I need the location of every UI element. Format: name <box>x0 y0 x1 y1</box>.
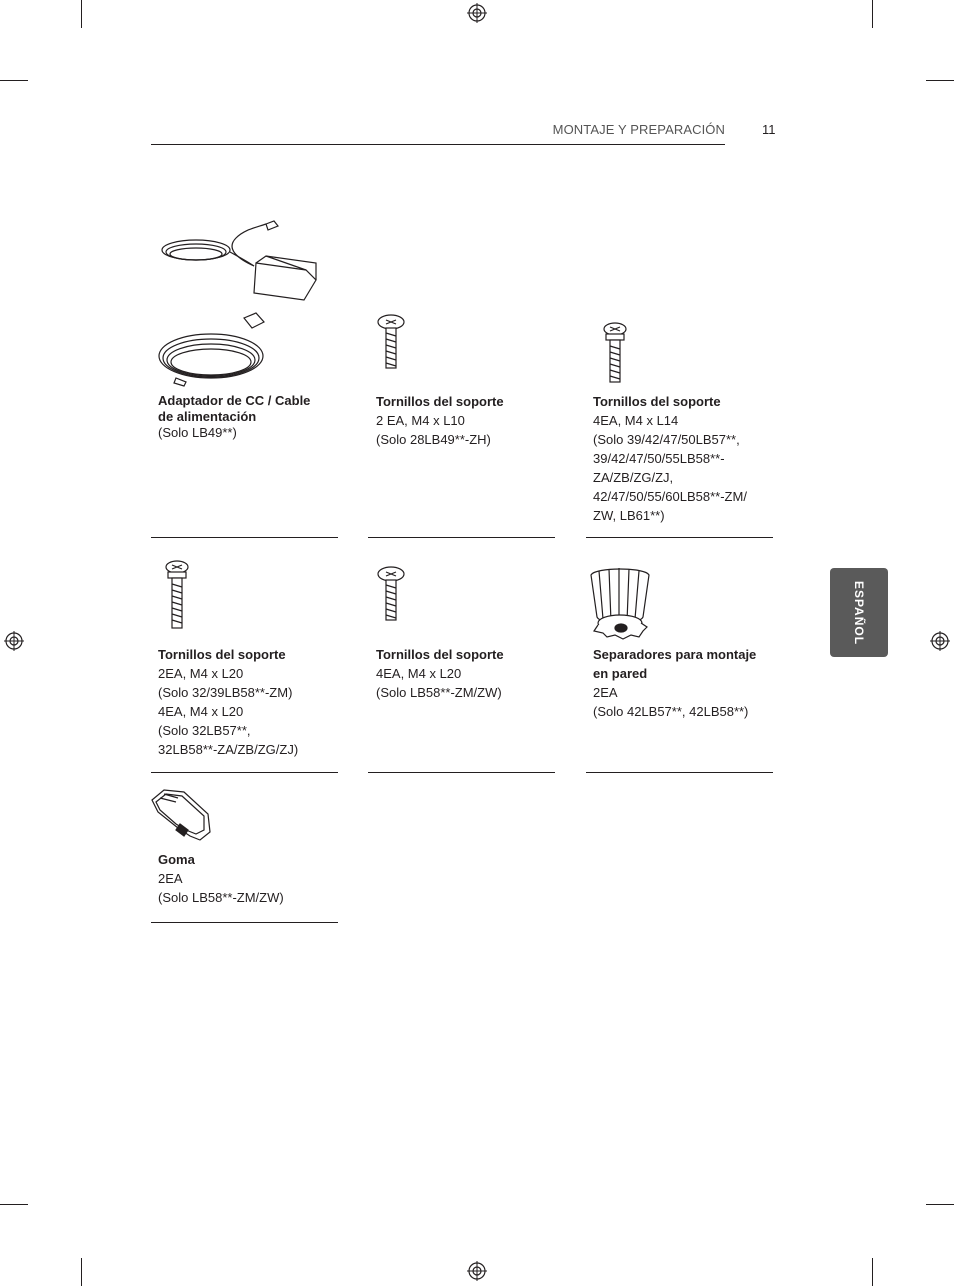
language-tab <box>830 568 888 657</box>
crop-mark <box>81 1258 82 1286</box>
item-detail: (Solo 28LB49**-ZH) <box>376 432 491 447</box>
item-title: Tornillos del soporte <box>376 394 504 409</box>
power-adapter-cable-icon <box>156 218 324 388</box>
item-detail: 4EA, M4 x L20 <box>376 666 462 681</box>
crop-mark <box>926 80 954 81</box>
item-detail: 4EA, M4 x L14 <box>593 413 679 428</box>
registration-mark-icon <box>467 1261 487 1281</box>
registration-mark-icon <box>930 631 950 651</box>
item-detail: ZW, LB61**) <box>593 508 665 523</box>
crop-mark <box>0 1204 28 1205</box>
item-detail: 2EA <box>593 685 618 700</box>
item-title: Tornillos del soporte <box>593 394 721 409</box>
crop-mark <box>872 0 873 28</box>
item-detail: (Solo LB58**-ZM/ZW) <box>158 890 284 905</box>
item-detail: 39/42/47/50/55LB58**- <box>593 451 725 466</box>
page-number: 11 <box>762 122 776 137</box>
wall-mount-spacer-icon <box>585 565 655 640</box>
item-detail: (Solo 39/42/47/50LB57**, <box>593 432 740 447</box>
item-detail: 4EA, M4 x L20 <box>158 704 244 719</box>
item-divider <box>151 537 338 538</box>
item-detail: 2EA <box>158 871 183 886</box>
item-title: Tornillos del soporte <box>158 647 286 662</box>
item-card <box>376 392 551 449</box>
item-card <box>593 645 771 721</box>
item-detail: (Solo LB58**-ZM/ZW) <box>376 685 502 700</box>
rubber-pad-icon <box>150 788 212 844</box>
header-divider <box>151 144 725 145</box>
item-divider <box>368 772 555 773</box>
crop-mark <box>872 1258 873 1286</box>
item-detail: (Solo 32/39LB58**-ZM) <box>158 685 293 700</box>
language-tab-label: ESPAÑOL <box>852 580 866 645</box>
long-screw-icon <box>163 560 191 630</box>
item-detail: 2 EA, M4 x L10 <box>376 413 465 428</box>
screw-icon <box>377 565 407 623</box>
item-detail: ZA/ZB/ZG/ZJ, <box>593 470 674 485</box>
item-card <box>376 645 551 702</box>
item-divider <box>586 772 773 773</box>
item-detail: (Solo LB49**) <box>158 425 237 440</box>
item-detail: 2EA, M4 x L20 <box>158 666 244 681</box>
item-detail: 42/47/50/55/60LB58**-ZM/ <box>593 489 747 504</box>
medium-screw-icon <box>601 322 629 384</box>
item-card <box>158 645 333 759</box>
section-title: MONTAJE Y PREPARACIÓN <box>552 122 725 137</box>
item-card <box>593 392 768 525</box>
item-card <box>158 850 333 907</box>
item-title: Goma <box>158 852 195 867</box>
short-screw-icon <box>377 313 407 371</box>
item-divider <box>151 922 338 923</box>
crop-mark <box>0 80 28 81</box>
item-title: Adaptador de CC / Cable de alimentación <box>158 393 311 424</box>
item-divider <box>586 537 773 538</box>
item-card <box>158 393 328 441</box>
crop-mark <box>81 0 82 28</box>
registration-mark-icon <box>467 3 487 23</box>
item-title: Tornillos del soporte <box>376 647 504 662</box>
item-divider <box>151 772 338 773</box>
item-divider <box>368 537 555 538</box>
item-title: Separadores para montaje en pared <box>593 647 757 681</box>
crop-mark <box>926 1204 954 1205</box>
registration-mark-icon <box>4 631 24 651</box>
item-detail: (Solo 42LB57**, 42LB58**) <box>593 704 749 719</box>
item-detail: 32LB58**-ZA/ZB/ZG/ZJ) <box>158 742 299 757</box>
item-detail: (Solo 32LB57**, <box>158 723 251 738</box>
